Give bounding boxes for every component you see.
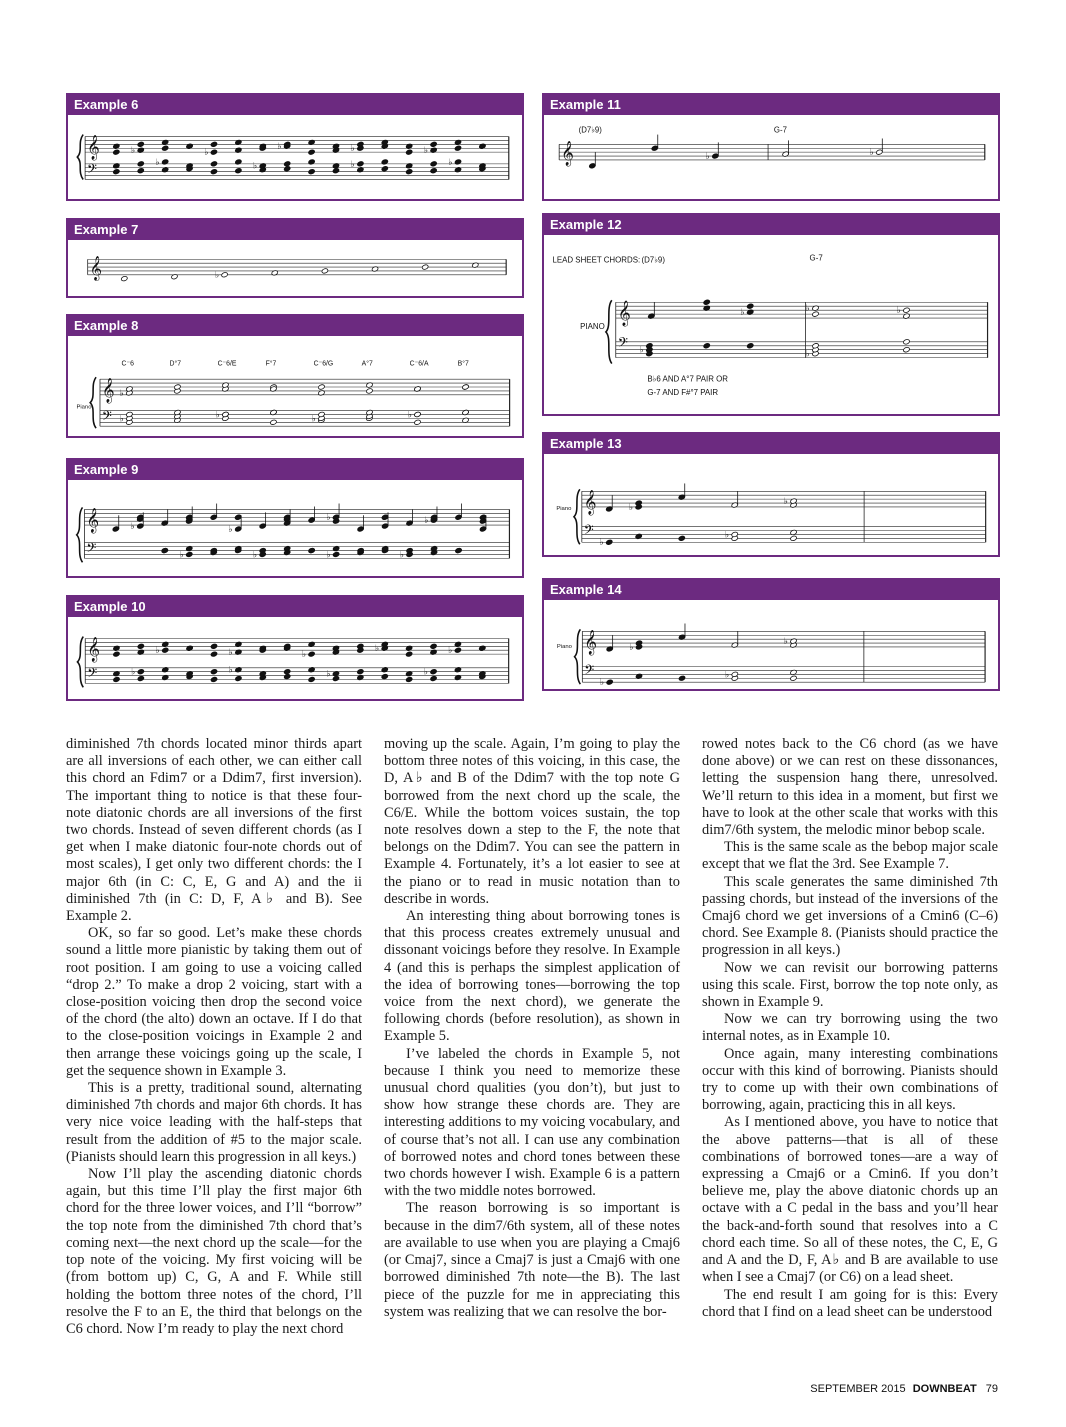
treble-clef-icon: 𝄞 bbox=[561, 140, 574, 166]
ex8-chord-symbol: A°7 bbox=[361, 360, 373, 368]
bass-clef-icon: 𝄢 bbox=[617, 334, 628, 354]
brace-icon bbox=[77, 637, 83, 688]
ex12-chord-symbol: (D7♭9) bbox=[641, 255, 665, 265]
notehead bbox=[606, 679, 613, 685]
example-6-grand-staff bbox=[68, 117, 522, 199]
notehead bbox=[790, 535, 797, 541]
example-14-title: Example 14 bbox=[544, 580, 998, 600]
ex8-chord-symbol: F°7 bbox=[265, 360, 277, 368]
example-10-box bbox=[66, 595, 524, 701]
ex8-piano-label: Piano bbox=[76, 404, 92, 411]
flat-icon: ♭ bbox=[423, 667, 428, 678]
flat-icon: ♭ bbox=[724, 530, 730, 541]
notehead bbox=[162, 647, 169, 653]
example-8-score bbox=[68, 338, 522, 436]
flat-icon: ♭ bbox=[399, 550, 404, 561]
notehead bbox=[308, 149, 315, 155]
notehead bbox=[221, 272, 228, 278]
notehead bbox=[790, 675, 797, 681]
notehead bbox=[161, 547, 168, 553]
flat-icon: ♭ bbox=[628, 502, 634, 513]
flat-icon: ♭ bbox=[599, 678, 605, 689]
treble-clef-icon: 𝄞 bbox=[101, 377, 115, 403]
example-6-box bbox=[66, 93, 524, 201]
bass-clef-icon: 𝄢 bbox=[87, 161, 98, 180]
example-13-score bbox=[544, 456, 998, 555]
example-12-box bbox=[542, 213, 1000, 416]
notehead bbox=[606, 539, 613, 545]
paragraph: As I mentioned above, you have to notice that the above patterns—that is all of these combinations of borrowed tones—are a way of expressing a Cmaj6 or a Cmin6. If you don’t believe me, play the above diatonic chords up an octave with a C pedal in the bass and you’ll hear the back-and-forth sound that resolves into a C chord each time. So all of these notes, the C, E, G and A and the D, F, A♭ and B are available to use when I see a Cmaj7 (or C6) on a lead sheet. bbox=[702, 1114, 998, 1286]
flat-icon: ♭ bbox=[326, 550, 331, 561]
notehead bbox=[235, 675, 242, 681]
notehead bbox=[284, 166, 291, 172]
ex8-chord-symbol: C⁻6 bbox=[121, 360, 134, 368]
ex8-chord-symbol: C⁻6/G bbox=[313, 360, 334, 368]
notehead bbox=[284, 161, 291, 167]
article-column-1 bbox=[66, 736, 362, 1338]
notehead bbox=[235, 168, 242, 174]
notehead bbox=[430, 643, 437, 649]
notehead bbox=[812, 311, 819, 317]
notehead bbox=[406, 169, 413, 175]
flat-icon: ♭ bbox=[407, 410, 412, 421]
notehead bbox=[113, 149, 120, 155]
notehead bbox=[703, 299, 710, 305]
notehead bbox=[381, 166, 388, 172]
paragraph: Now we can try borrowing using the two internal notes, as in Example 10. bbox=[702, 1011, 998, 1045]
notehead bbox=[454, 647, 461, 653]
flat-icon: ♭ bbox=[311, 414, 316, 425]
ex12-annotation: B♭6 AND A°7 PAIR OR bbox=[647, 374, 728, 384]
notehead bbox=[422, 264, 429, 270]
notehead bbox=[137, 141, 144, 147]
ex12-annotation: G-7 AND F#°7 PAIR bbox=[647, 388, 719, 398]
example-9-title: Example 9 bbox=[68, 460, 522, 480]
example-13-box bbox=[542, 432, 1000, 557]
flat-icon: ♭ bbox=[639, 345, 644, 356]
example-11-box bbox=[542, 93, 1000, 201]
ex8-chord-symbol: C⁻6/E bbox=[217, 360, 237, 368]
notehead bbox=[210, 141, 217, 147]
notehead bbox=[210, 676, 217, 682]
notehead bbox=[308, 169, 315, 175]
flat-icon: ♭ bbox=[119, 414, 124, 425]
notehead bbox=[137, 161, 144, 167]
treble-clef-icon: 𝄞 bbox=[583, 489, 597, 515]
flat-icon: ♭ bbox=[301, 650, 306, 661]
notehead bbox=[455, 547, 462, 553]
notehead bbox=[308, 547, 315, 553]
example-14-box bbox=[542, 578, 1000, 691]
brace-icon bbox=[575, 629, 581, 684]
flat-icon: ♭ bbox=[805, 349, 810, 360]
example-13-grand-staff bbox=[544, 456, 998, 555]
bass-clef-icon: 𝄢 bbox=[86, 539, 97, 559]
flat-icon: ♭ bbox=[448, 646, 453, 657]
flat-icon: ♭ bbox=[375, 644, 380, 655]
notehead bbox=[321, 268, 328, 274]
example-14-grand-staff bbox=[544, 602, 998, 689]
notehead bbox=[357, 669, 364, 675]
example-10-title: Example 10 bbox=[68, 597, 522, 617]
example-6-score bbox=[68, 117, 522, 199]
flat-icon: ♭ bbox=[896, 306, 901, 317]
example-8-grand-staff bbox=[68, 338, 522, 436]
notehead bbox=[430, 141, 437, 147]
example-9-grand-staff bbox=[68, 482, 522, 576]
flat-icon: ♭ bbox=[204, 148, 209, 159]
notehead bbox=[137, 168, 144, 174]
notehead bbox=[332, 675, 339, 681]
notehead bbox=[137, 675, 144, 681]
notehead bbox=[430, 161, 437, 167]
ex8-chord-symbol: B°7 bbox=[457, 360, 469, 368]
example-13-title: Example 13 bbox=[544, 434, 998, 454]
ex12-lead-sheet-label: LEAD SHEET CHORDS: bbox=[552, 255, 641, 265]
paragraph: The reason borrowing is so important is because in the dim7/6th system, all of these notes are available to use when you are playing a Cmaj6 (or Cmaj7, since a Cmaj7 is just a Cmaj6 with one borrowed diminished 7th note—the B). The last piece of the puzzle for me in appreciating this system was realizing that we can resolve the bor- bbox=[384, 1200, 680, 1320]
flat-icon: ♭ bbox=[350, 144, 355, 155]
flat-icon: ♭ bbox=[131, 667, 136, 678]
notehead bbox=[137, 643, 144, 649]
notehead bbox=[903, 347, 910, 353]
flat-icon: ♭ bbox=[228, 524, 233, 535]
example-6-title: Example 6 bbox=[68, 95, 522, 115]
paragraph: Now I’ll play the ascending diatonic chords again, but this time I’ll play the first major 6th chord for the three lower voices, and I’ll “borrow” the top note from the diminished 7th chord that’s coming next—the next chord up the scale—for the top note of the voicing. My first voicing will be (from bottom up) C, G, A and F. While still holding the bottom three notes of the chord, I’ll resolve the F to an E, the third that belongs on the C6 chord. Now I’m ready to play the next chord bbox=[66, 1166, 362, 1337]
notehead bbox=[113, 676, 120, 682]
notehead bbox=[210, 149, 217, 155]
example-10-score bbox=[68, 619, 522, 699]
notehead bbox=[366, 388, 373, 394]
flat-icon: ♭ bbox=[277, 142, 282, 153]
notehead bbox=[430, 669, 437, 675]
flat-icon: ♭ bbox=[130, 522, 135, 532]
example-7-staff bbox=[68, 242, 522, 296]
example-9-score bbox=[68, 482, 522, 576]
notehead bbox=[332, 551, 339, 557]
notehead bbox=[678, 535, 685, 541]
notehead bbox=[121, 276, 128, 282]
notehead bbox=[414, 411, 421, 417]
article-column-2 bbox=[384, 736, 680, 1321]
example-11-staff bbox=[544, 117, 998, 199]
bass-clef-icon: 𝄢 bbox=[87, 665, 98, 684]
flat-icon: ♭ bbox=[423, 146, 428, 157]
notehead bbox=[747, 303, 754, 309]
ex13-piano-label: Piano bbox=[556, 505, 572, 512]
paragraph: This is a pretty, traditional sound, alternating diminished 7th chords and major 6th chords. It has very nice voice leading with the half-steps that result from the addition of #5 to the major scale. (Pianists should learn this progression in all keys.) bbox=[66, 1080, 362, 1165]
example-7-score bbox=[68, 242, 522, 296]
treble-clef-icon: 𝄞 bbox=[87, 637, 100, 663]
notehead bbox=[357, 161, 364, 167]
flat-icon: ♭ bbox=[155, 157, 160, 168]
flat-icon: ♭ bbox=[705, 151, 710, 162]
notehead bbox=[210, 643, 217, 649]
flat-icon: ♭ bbox=[629, 642, 634, 653]
notehead bbox=[678, 675, 685, 681]
example-7-box bbox=[66, 218, 524, 298]
magazine-name: DOWNBEAT bbox=[912, 1383, 977, 1395]
page-number: 79 bbox=[985, 1383, 998, 1395]
flat-icon: ♭ bbox=[179, 550, 184, 561]
flat-icon: ♭ bbox=[783, 637, 788, 648]
brace-icon bbox=[606, 300, 612, 363]
paragraph: diminished 7th chords located minor thirds apart are all inversions of each other, we can either call this chord an Fdim7 or a Ddim7, first inversion). The important thing to notice is that these four-note diatonic chords are all inversions of the first two chords. Instead of seven different chords (as I get when I make diatonic four-note chords out of most scales), I get only two different chords: the I major 6th (in C: C, E, G and A) and the ii diminished 7th (in C: D, F, A♭ and B). See Example 2. bbox=[66, 736, 362, 925]
article-column-3 bbox=[702, 736, 998, 1321]
paragraph: rowed notes back to the C6 chord (as we have done above) or we can rest on these dissonances, letting the suspension hang there, unresolved. We’ll return to this idea in a moment, but first we have to look at the other scale that works with this dim7/6th system, the melodic minor bebop scale. bbox=[702, 736, 998, 839]
notehead bbox=[414, 419, 421, 425]
flat-icon: ♭ bbox=[228, 648, 233, 659]
notehead bbox=[308, 651, 315, 657]
treble-clef-icon: 𝄞 bbox=[86, 508, 100, 534]
brace-icon bbox=[77, 135, 83, 180]
treble-clef-icon: 𝄞 bbox=[87, 135, 100, 161]
flat-icon: ♭ bbox=[253, 161, 258, 172]
ex11-chord-symbol: G-7 bbox=[773, 125, 787, 135]
notehead bbox=[113, 651, 120, 657]
bass-clef-icon: 𝄢 bbox=[584, 661, 595, 681]
notehead bbox=[903, 307, 910, 313]
notehead bbox=[430, 675, 437, 681]
notehead bbox=[406, 149, 413, 155]
flat-icon: ♭ bbox=[214, 270, 220, 281]
example-8-title: Example 8 bbox=[68, 316, 522, 336]
flat-icon: ♭ bbox=[326, 513, 331, 524]
notehead bbox=[747, 343, 754, 349]
flat-icon: ♭ bbox=[350, 159, 355, 170]
flat-icon: ♭ bbox=[783, 497, 788, 508]
notehead bbox=[210, 651, 217, 657]
notehead bbox=[454, 145, 461, 151]
flat-icon: ♭ bbox=[424, 516, 429, 527]
flat-icon: ♭ bbox=[599, 538, 604, 549]
paragraph: OK, so far so good. Let’s make these chords sound a little more pianistic by taking them out of root position. I am going to use a voicing called “drop 2.” To make a drop 2 voicing, start with a close-position voicing then drop the second voice of the chord (the alto) down an octave. If I do that to the close-position voicings in Example 2 and then arrange these voicings going up the scale, I get the sequence shown in Example 3. bbox=[66, 925, 362, 1079]
example-8-box bbox=[66, 314, 524, 438]
flat-icon: ♭ bbox=[448, 157, 453, 168]
example-11-score bbox=[544, 117, 998, 199]
ex8-chord-symbol: D°7 bbox=[169, 360, 182, 368]
brace-icon bbox=[574, 489, 580, 544]
flat-icon: ♭ bbox=[228, 665, 233, 676]
paragraph: An interesting thing about borrowing tones is that this process creates extremely unusual and dissonant voicings before they resolve. In Example 4 (and this is perhaps the simplest application of the idea of borrowing tones—borrowing the top voice from the next chord), we generate the following chords (before resolution), as shown in Example 5. bbox=[384, 908, 680, 1045]
paragraph: I’ve labeled the chords in Example 5, not because I think you need to memorize these unusual chord qualities (you don’t), but just to show how strange these chords are. They are interesting additions to my voicing vocabulary, and of course that’s not all. I can use any combination of borrowed notes and chord tones between these two chords however I wish. Example 6 is a pattern with the two middle notes borrowed. bbox=[384, 1045, 680, 1200]
bass-clef-icon: 𝄢 bbox=[583, 521, 594, 541]
treble-clef-icon: 𝄞 bbox=[89, 255, 103, 281]
notehead bbox=[284, 669, 291, 675]
ex12-chord-symbol: G-7 bbox=[809, 253, 823, 263]
notehead bbox=[332, 168, 339, 174]
bass-clef-icon: 𝄢 bbox=[101, 407, 113, 427]
notehead bbox=[405, 651, 412, 657]
example-7-title: Example 7 bbox=[68, 220, 522, 240]
flat-icon: ♭ bbox=[326, 669, 331, 680]
notehead bbox=[405, 676, 412, 682]
paragraph: moving up the scale. Again, I’m going to play the bottom three notes of this voicing, in this case, the D, A♭ and B of the Ddim7 with the top note G borrowed from the next chord up the scale, the C6/E. While the bottom voices sustain, the top note resolves down a step to the F, the note that belongs on the Ddim7. You can see the pattern in Example 4. Fortunately, it’s a lot easier to see at the piano or to read in music notation than to describe in words. bbox=[384, 736, 680, 907]
notehead bbox=[703, 343, 710, 349]
example-12-score bbox=[544, 237, 998, 414]
flat-icon: ♭ bbox=[119, 388, 124, 399]
example-11-title: Example 11 bbox=[544, 95, 998, 115]
page-footer bbox=[810, 1383, 998, 1395]
flat-icon: ♭ bbox=[869, 148, 874, 159]
issue-date: SEPTEMBER 2015 bbox=[810, 1383, 906, 1395]
brace-icon bbox=[90, 377, 96, 428]
example-12-title: Example 12 bbox=[544, 215, 998, 235]
notehead bbox=[186, 551, 193, 557]
treble-clef-icon: 𝄞 bbox=[617, 301, 631, 327]
notehead bbox=[161, 145, 168, 151]
paragraph: This scale generates the same diminished 7th passing chords, but instead of the inversions of the Cmaj6 chord we get inversions of a Cmin6 (C–6) chord. See Example 8. (Pianists should practice the progression in all keys.) bbox=[702, 873, 998, 959]
brace-icon bbox=[77, 507, 83, 562]
ex8-chord-symbol: C⁻6/A bbox=[409, 360, 429, 368]
flat-icon: ♭ bbox=[805, 304, 810, 315]
example-9-box bbox=[66, 458, 524, 578]
flat-icon: ♭ bbox=[215, 410, 220, 421]
flat-icon: ♭ bbox=[740, 308, 745, 319]
flat-icon: ♭ bbox=[155, 646, 160, 657]
flat-icon: ♭ bbox=[131, 146, 136, 157]
notehead bbox=[903, 339, 910, 345]
notehead bbox=[318, 384, 325, 390]
notehead bbox=[284, 673, 291, 679]
notehead bbox=[381, 673, 388, 679]
notehead bbox=[270, 419, 277, 425]
notehead bbox=[210, 169, 217, 175]
ex14-piano-label: Piano bbox=[556, 643, 572, 650]
notehead bbox=[430, 168, 437, 174]
example-14-score bbox=[544, 602, 998, 689]
paragraph: This is the same scale as the bebop major scale except that we flat the 3rd. See Example 7. bbox=[702, 839, 998, 873]
example-12-grand-staff bbox=[544, 237, 998, 414]
notehead bbox=[113, 169, 120, 175]
flat-icon: ♭ bbox=[725, 670, 730, 681]
notehead bbox=[137, 669, 144, 675]
notehead bbox=[210, 161, 217, 167]
notehead bbox=[462, 384, 469, 390]
treble-clef-icon: 𝄞 bbox=[584, 629, 598, 655]
ex12-piano-label: PIANO bbox=[580, 321, 605, 331]
paragraph: Once again, many interesting combinations occur with this kind of borrowing. Pianists should try to come up with their own combinations of borrowing, again, practicing this in all keys. bbox=[702, 1045, 998, 1114]
paragraph: Now we can revisit our borrowing patterns using this scale. First, borrow the top note only, as shown in Example 9. bbox=[702, 959, 998, 1011]
example-10-grand-staff bbox=[68, 619, 522, 699]
flat-icon: ♭ bbox=[252, 550, 258, 561]
notehead bbox=[308, 676, 315, 682]
paragraph: The end result I am going for is this: Every chord that I find on a lead sheet can be understood bbox=[702, 1286, 998, 1320]
notehead bbox=[210, 669, 217, 675]
ex11-chord-symbol: (D7♭9) bbox=[578, 125, 602, 135]
